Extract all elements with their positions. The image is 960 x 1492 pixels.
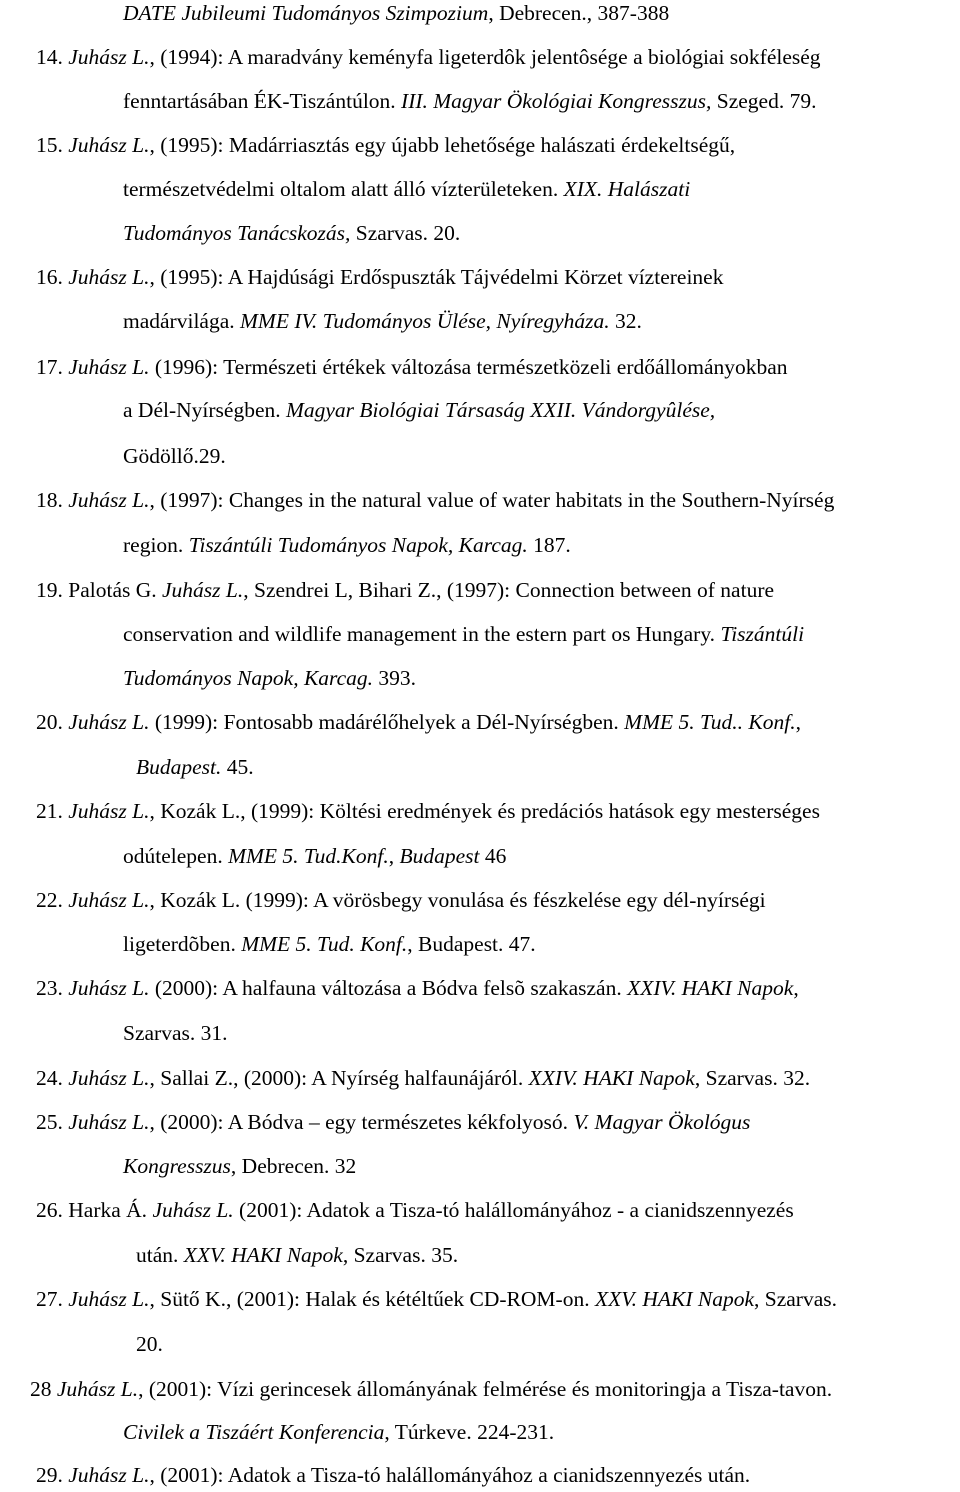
ref-24-line-1 bbox=[36, 1065, 810, 1091]
text: madárvilága. bbox=[123, 309, 241, 333]
italic-text: DATE Jubileumi Tudományos Szimpozium bbox=[123, 1, 489, 25]
text: , (1994): A maradvány keményfa ligeterdôk jelentôsége a biológiai sokféleség bbox=[149, 45, 821, 69]
text: , Szendrei L, Bihari Z., (1997): Connection between of nature bbox=[243, 578, 775, 602]
text: 16. bbox=[36, 265, 69, 289]
ref-25-line-1 bbox=[36, 1109, 750, 1135]
text: 46 bbox=[479, 844, 507, 868]
text: region. bbox=[123, 533, 189, 557]
text: a Dél-Nyírségben. bbox=[123, 398, 286, 422]
text: , Debrecen. 32 bbox=[230, 1154, 357, 1178]
text: conservation and wildlife management in the estern part os Hungary. bbox=[123, 622, 721, 646]
italic-text: XXIV. HAKI Napok bbox=[627, 976, 794, 1000]
italic-text: Juhász L. bbox=[68, 1110, 150, 1134]
text: , (2001): Adatok a Tisza-tó halállományához a cianidszennyezés után. bbox=[149, 1463, 751, 1487]
ref-28-line-1 bbox=[30, 1376, 832, 1402]
text: 23. bbox=[36, 976, 69, 1000]
italic-text: XXV. HAKI Napok bbox=[183, 1243, 343, 1267]
ref-15-line-2 bbox=[123, 176, 690, 202]
ref-19-line-2 bbox=[123, 621, 804, 647]
italic-text: Juhász L. bbox=[68, 1287, 150, 1311]
ref-15-line-1 bbox=[36, 132, 735, 158]
text: 19. Palotás G. bbox=[36, 578, 163, 602]
text: 29. bbox=[36, 1463, 69, 1487]
ref-19-line-1 bbox=[36, 577, 774, 603]
italic-text: Juhász L. bbox=[68, 45, 150, 69]
text: , Kozák L., (1999): Költési eredmények és predációs hatások egy mesterséges bbox=[149, 799, 820, 823]
ref-23-line-1 bbox=[36, 975, 799, 1001]
italic-text: XIX. Halászati bbox=[563, 177, 691, 201]
text: , (1995): Madárriasztás egy újabb lehetősége halászati érdekeltségű, bbox=[149, 133, 736, 157]
italic-text: III. Magyar Ökológiai Kongresszus, bbox=[401, 89, 712, 113]
italic-text: Juhász L. bbox=[68, 799, 150, 823]
italic-text: Juhász L. bbox=[68, 1463, 150, 1487]
ref-19-line-3 bbox=[123, 665, 416, 691]
ref-16-line-2 bbox=[123, 308, 642, 334]
ref-13-cont-line-1 bbox=[123, 0, 669, 26]
text: 28 bbox=[30, 1377, 57, 1401]
italic-text: MME 5. Tud.. Konf. bbox=[624, 710, 796, 734]
italic-text: XXIV. HAKI Napok bbox=[528, 1066, 695, 1090]
italic-text: Budapest bbox=[399, 844, 480, 868]
italic-text: Kongresszus bbox=[123, 1154, 231, 1178]
italic-text: Juhász L. bbox=[68, 355, 150, 379]
text: 393. bbox=[373, 666, 417, 690]
ref-22-line-2 bbox=[123, 931, 536, 957]
ref-29-line-1 bbox=[36, 1462, 750, 1488]
text: , bbox=[793, 976, 799, 1000]
text: Gödöllő.29. bbox=[123, 444, 226, 468]
ref-18-line-2 bbox=[123, 532, 571, 558]
ref-17-line-3 bbox=[123, 443, 226, 469]
text: , bbox=[795, 710, 801, 734]
text: , Sallai Z., (2000): A Nyírség halfaunájáról. bbox=[149, 1066, 529, 1090]
ref-15-line-3 bbox=[123, 220, 460, 246]
text: 15. bbox=[36, 133, 69, 157]
text: odútelepen. bbox=[123, 844, 229, 868]
text: 18. bbox=[36, 488, 69, 512]
text: (1996): Természeti értékek változása természetközeli erdőállományokban bbox=[149, 355, 788, 379]
italic-text: Juhász L. bbox=[68, 133, 150, 157]
text: , Debrecen., 387-388 bbox=[488, 1, 670, 25]
text: Szeged. 79. bbox=[711, 89, 817, 113]
italic-text: XXV. HAKI Napok bbox=[594, 1287, 754, 1311]
ref-28-line-2 bbox=[123, 1419, 554, 1445]
ref-17-line-2 bbox=[123, 397, 715, 423]
ref-17-line-1 bbox=[36, 354, 788, 380]
text: , Szarvas. bbox=[754, 1287, 837, 1311]
italic-text: MME 5. Tud. Konf. bbox=[241, 932, 408, 956]
text: , (1997): Changes in the natural value of water habitats in the Southern-Nyírség bbox=[149, 488, 835, 512]
italic-text: Juhász L. bbox=[68, 710, 150, 734]
text: , Kozák L. (1999): A vörösbegy vonulása és fészkelése egy dél-nyírségi bbox=[149, 888, 766, 912]
ref-20-line-2 bbox=[136, 754, 254, 780]
ref-23-line-2 bbox=[123, 1020, 228, 1046]
text: 24. bbox=[36, 1066, 69, 1090]
italic-text: Civilek a Tiszáért Konferencia bbox=[123, 1420, 385, 1444]
text: 17. bbox=[36, 355, 69, 379]
text: fenntartásában ÉK-Tiszántúlon. bbox=[123, 89, 402, 113]
text: 32. bbox=[609, 309, 642, 333]
text: , Sütő K., (2001): Halak és kétéltűek CD-ROM-on. bbox=[149, 1287, 595, 1311]
italic-text: Juhász L. bbox=[152, 1198, 234, 1222]
ref-14-line-1 bbox=[36, 44, 821, 70]
italic-text: Tudományos Napok, Karcag. bbox=[123, 666, 374, 690]
text: ligeterdõben. bbox=[123, 932, 242, 956]
text: , Szarvas. 32. bbox=[694, 1066, 811, 1090]
italic-text: Juhász L. bbox=[68, 265, 150, 289]
text: természetvédelmi oltalom alatt álló vízterületeken. bbox=[123, 177, 564, 201]
italic-text: Juhász L. bbox=[68, 1066, 150, 1090]
text: , Szarvas. 35. bbox=[342, 1243, 459, 1267]
text: 27. bbox=[36, 1287, 69, 1311]
text: 26. Harka Á. bbox=[36, 1198, 153, 1222]
text: 25. bbox=[36, 1110, 69, 1134]
text: , Túrkeve. 224-231. bbox=[384, 1420, 555, 1444]
text: 45. bbox=[221, 755, 254, 779]
ref-20-line-1 bbox=[36, 709, 801, 735]
ref-22-line-1 bbox=[36, 887, 766, 913]
italic-text: MME 5. Tud.Konf. bbox=[228, 844, 389, 868]
text: (2000): A halfauna változása a Bódva felsõ szakaszán. bbox=[149, 976, 628, 1000]
ref-26-line-1 bbox=[36, 1197, 794, 1223]
ref-27-line-2 bbox=[136, 1331, 163, 1357]
ref-26-line-2 bbox=[136, 1242, 458, 1268]
text: , (2000): A Bódva – egy természetes kékfolyosó. bbox=[149, 1110, 574, 1134]
ref-21-line-2 bbox=[123, 843, 506, 869]
text: , (2001): Vízi gerincesek állományának felmérése és monitoringja a Tisza-tavon. bbox=[138, 1377, 833, 1401]
text: , Budapest. 47. bbox=[407, 932, 536, 956]
italic-text: MME IV. Tudományos Ülése, Nyíregyháza. bbox=[240, 309, 610, 333]
ref-21-line-1 bbox=[36, 798, 820, 824]
text: 20. bbox=[36, 710, 69, 734]
ref-25-line-2 bbox=[123, 1153, 356, 1179]
ref-16-line-1 bbox=[36, 264, 723, 290]
text: 187. bbox=[527, 533, 571, 557]
text: Szarvas. 31. bbox=[123, 1021, 228, 1045]
italic-text: Juhász L. bbox=[162, 578, 244, 602]
text: után. bbox=[136, 1243, 184, 1267]
text: (2001): Adatok a Tisza-tó halállományához - a cianidszennyezés bbox=[233, 1198, 794, 1222]
text: 14. bbox=[36, 45, 69, 69]
text: 22. bbox=[36, 888, 69, 912]
text: , (1995): A Hajdúsági Erdőspuszták Tájvédelmi Körzet víztereinek bbox=[149, 265, 724, 289]
text: , bbox=[388, 844, 400, 868]
text: 21. bbox=[36, 799, 69, 823]
italic-text: Tudományos Tanácskozás, bbox=[123, 221, 351, 245]
text: Szarvas. 20. bbox=[350, 221, 461, 245]
italic-text: Juhász L. bbox=[68, 976, 150, 1000]
ref-18-line-1 bbox=[36, 487, 834, 513]
italic-text: Budapest. bbox=[136, 755, 222, 779]
italic-text: V. Magyar Ökológus bbox=[573, 1110, 751, 1134]
italic-text: Magyar Biológiai Társaság XXII. Vándorgyûlése, bbox=[285, 398, 716, 422]
italic-text: Tiszántúli Tudományos Napok, Karcag. bbox=[188, 533, 528, 557]
text: (1999): Fontosabb madárélőhelyek a Dél-Nyírségben. bbox=[149, 710, 625, 734]
text: 20. bbox=[136, 1332, 163, 1356]
italic-text: Juhász L. bbox=[68, 488, 150, 512]
italic-text: Tiszántúli bbox=[720, 622, 805, 646]
ref-27-line-1 bbox=[36, 1286, 837, 1312]
ref-14-line-2 bbox=[123, 88, 816, 114]
italic-text: Juhász L. bbox=[56, 1377, 139, 1401]
italic-text: Juhász L. bbox=[68, 888, 150, 912]
